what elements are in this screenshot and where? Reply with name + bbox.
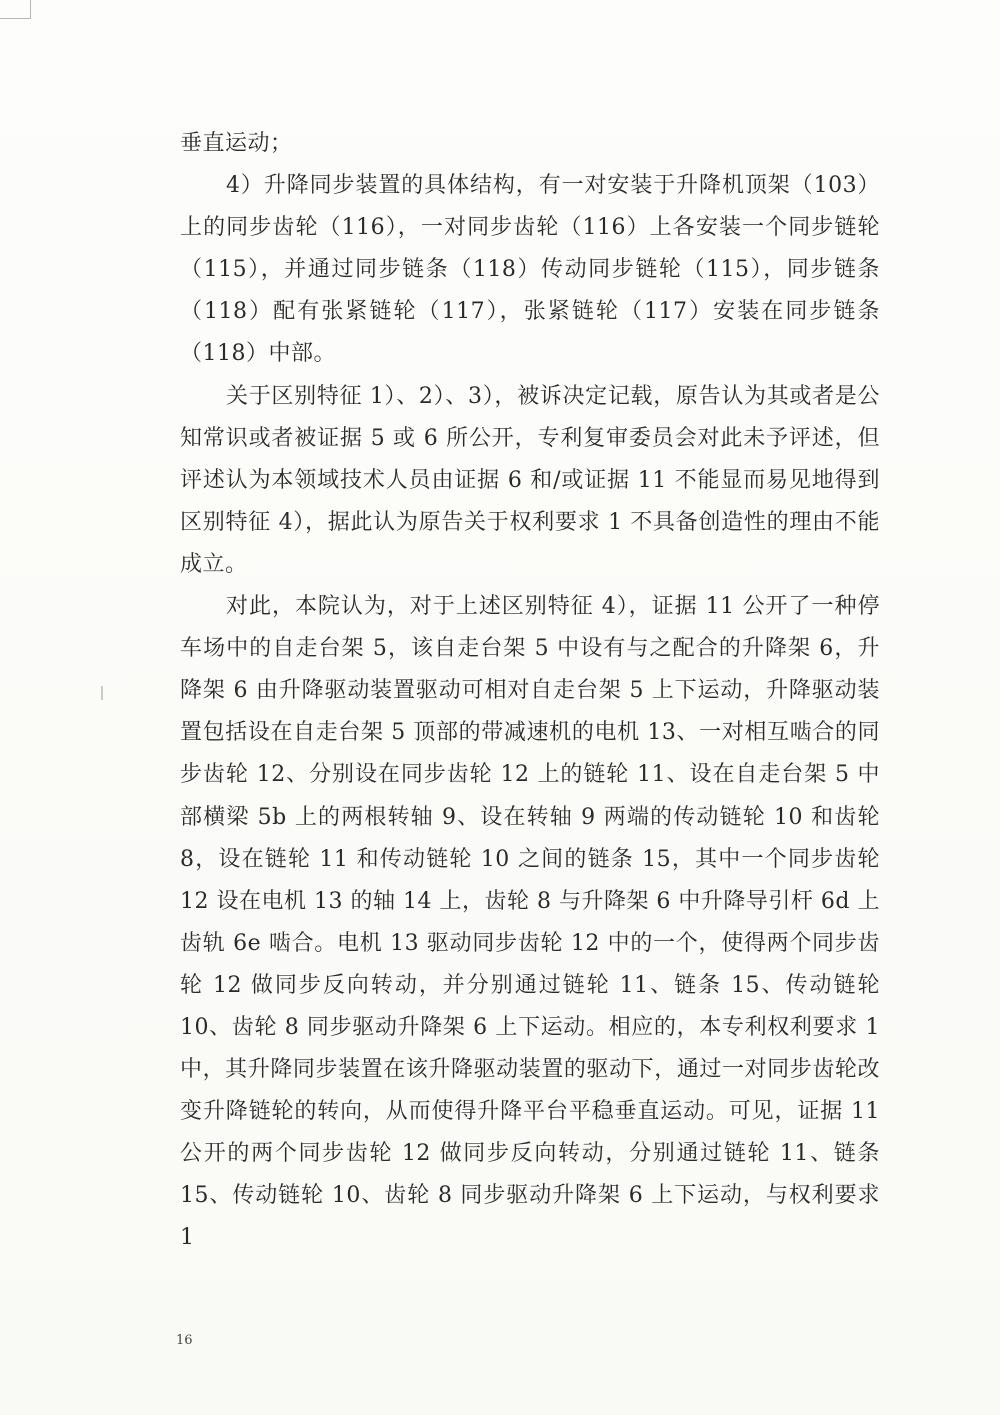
scan-corner-mark [0,0,31,19]
paragraph-sync-device-structure: 4）升降同步装置的具体结构，有一对安装于升降机顶架（103）上的同步齿轮（116），一对同步齿轮（116）上各安装一个同步链轮（115），并通过同步链条（118）传动同步链轮（115），同步链条（118）配有张紧链轮（117），张紧链轮（117）安装在同步链条（118）中部。 [180,173,880,367]
document-body [180,123,880,1260]
scan-speck [101,686,103,700]
paragraph-continuation: 垂直运动； [180,131,293,156]
paragraph-court-opinion: 对此，本院认为，对于上述区别特征 4），证据 11 公开了一种停车场中的自走台架 5，该自走台架 5 中设有与之配合的升降架 6，升降架 6 由升降驱动装置驱动可相对自走台架 5 上下运动，升降驱动装置包括设在自走台架 5 顶部的带减速机的电机 13、一对相互啮合的同步齿轮 12、分别设在同步齿轮 12 上的链轮 11、设在自走台架 5 中部横梁 5b 上的两根转轴 9、设在转轴 9 两端的传动链轮 10 和齿轮 8，设在链轮 11 和传动链轮 10 之间的链条 15，其中一个同步齿轮 12 设在电机 13 的轴 14 上，齿轮 8 与升降架 6 中升降导引杆 6d 上齿轨 6e 啮合。电机 13 驱动同步齿轮 12 中的一个，使得两个同步齿轮 12 做同步反向转动，并分别通过链轮 11、链条 15、传动链轮 10、齿轮 8 同步驱动升降架 6 上下运动。相应的，本专利权利要求 1 中，其升降同步装置在该升降驱动装置的驱动下，通过一对同步齿轮改变升降链轮的转向，从而使得升降平台平稳垂直运动。可见，证据 11 公开的两个同步齿轮 12 做同步反向转动，分别通过链轮 11、链条 15、传动链轮 10、齿轮 8 同步驱动升降架 6 上下运动，与权利要求 1 [180,594,880,1251]
paragraph-distinguishing-features: 关于区别特征 1）、2）、3），被诉决定记载，原告认为其或者是公知常识或者被证据 5 或 6 所公开，专利复审委员会对此未予评述，但评述认为本领域技术人员由证据 6 和/或证据 11 不能显而易见地得到区别特征 4），据此认为原告关于权利要求 1 不具备创造性的理由不能成立。 [180,383,880,577]
page-number: 16 [176,1333,193,1348]
